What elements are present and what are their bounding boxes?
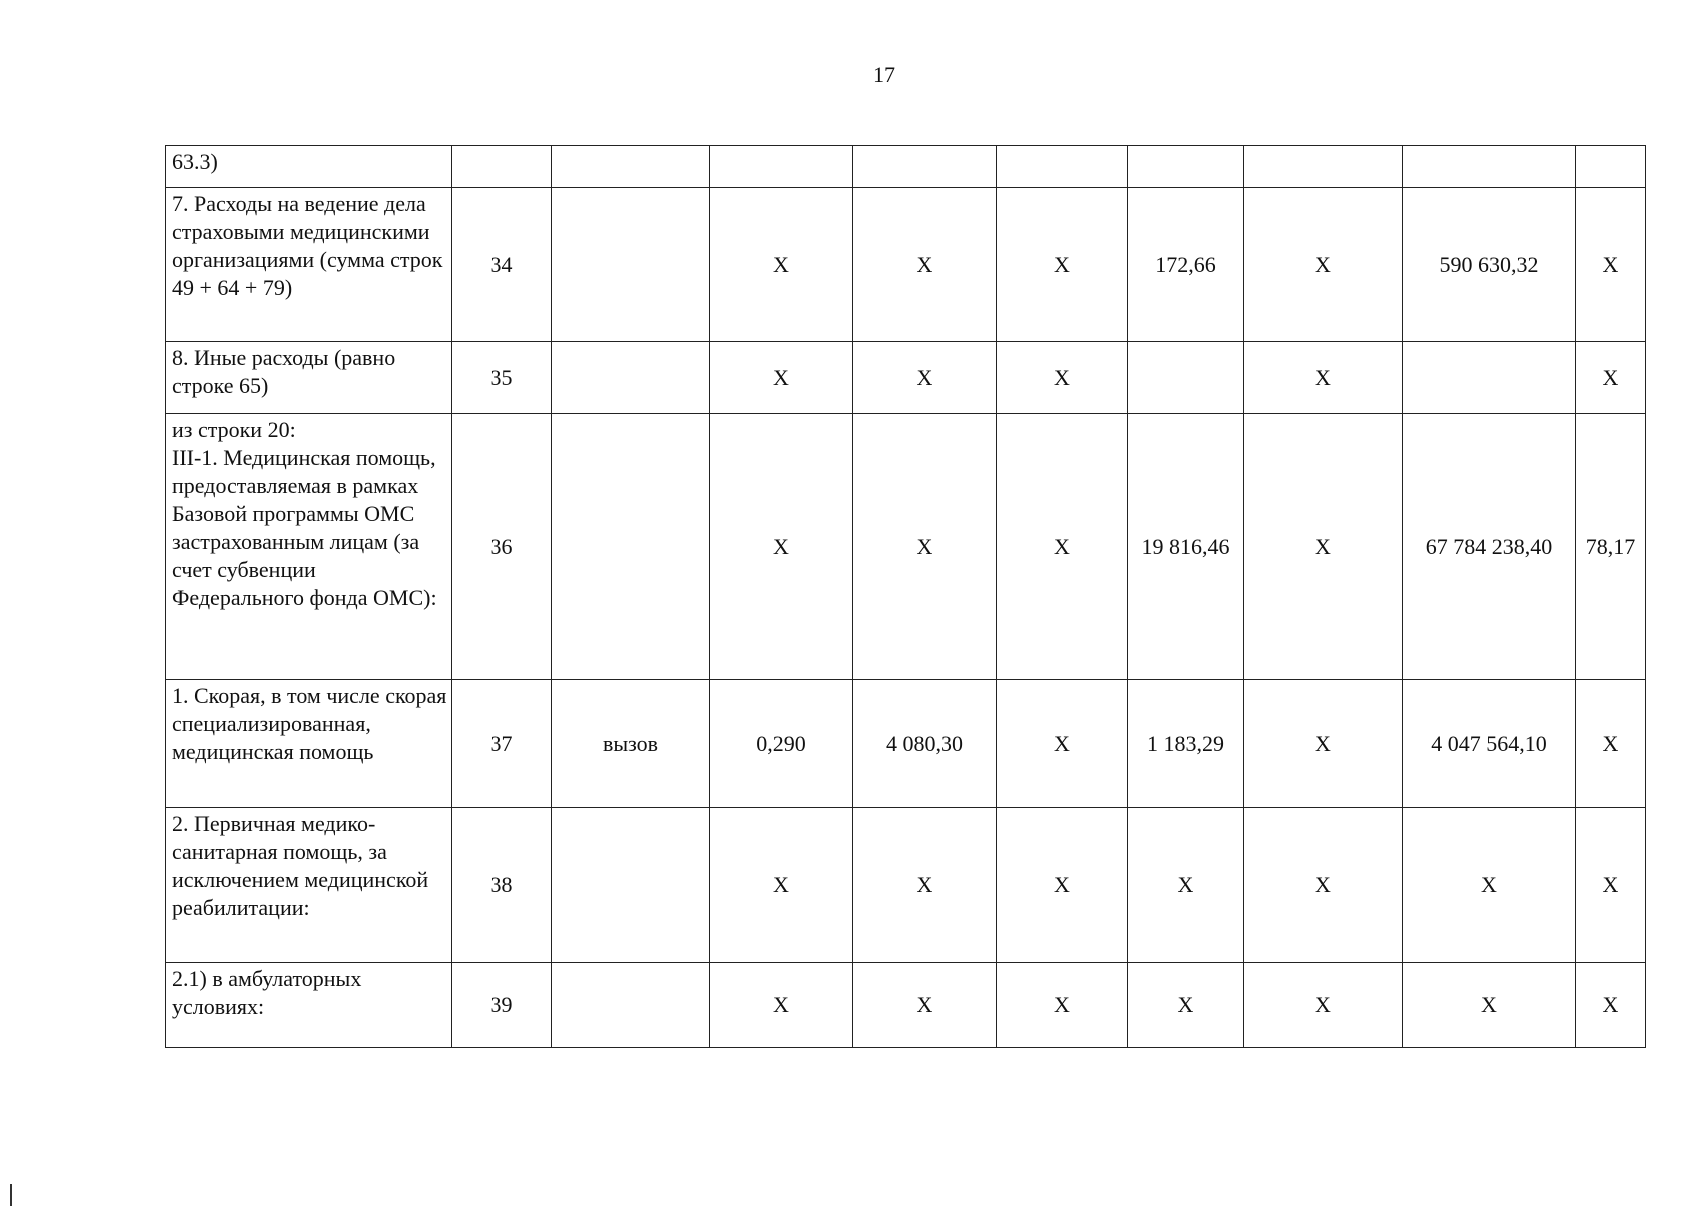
cell-col-4: X	[853, 188, 997, 342]
cell-col-8: 590 630,32	[1403, 188, 1576, 342]
cell-row-number: 36	[452, 414, 552, 680]
cell-col-4: X	[853, 414, 997, 680]
cell-row-number: 38	[452, 808, 552, 963]
cell-col-7: X	[1244, 808, 1403, 963]
row-name-cell: 1. Скорая, в том числе скорая специализированная, медицинская помощь	[166, 680, 452, 808]
cell-row-number: 39	[452, 963, 552, 1048]
cell-col-3: X	[710, 808, 853, 963]
cell-col-5: X	[997, 188, 1128, 342]
cell-row-number: 37	[452, 680, 552, 808]
cell-col-3	[710, 146, 853, 188]
cell-col-7: X	[1244, 963, 1403, 1048]
cell-unit	[552, 414, 710, 680]
cell-col-6	[1128, 146, 1244, 188]
cell-col-8	[1403, 146, 1576, 188]
cell-col-4	[853, 146, 997, 188]
cell-unit	[552, 342, 710, 414]
cell-col-4: X	[853, 963, 997, 1048]
table-row	[166, 414, 1646, 680]
cell-col-3: X	[710, 963, 853, 1048]
data-table	[165, 145, 1646, 1048]
cell-col-5: X	[997, 963, 1128, 1048]
cell-unit	[552, 808, 710, 963]
cell-col-9	[1576, 146, 1646, 188]
cell-col-9: X	[1576, 808, 1646, 963]
cell-col-9: X	[1576, 680, 1646, 808]
cell-unit	[552, 188, 710, 342]
row-name-cell: из строки 20: III-1. Медицинская помощь, предоставляемая в рамках Базовой программы ОМС застрахованным лицам (за счет субвенции Федерального фонда ОМС):	[166, 414, 452, 680]
cell-col-6	[1128, 342, 1244, 414]
cell-col-4: X	[853, 342, 997, 414]
table-row	[166, 188, 1646, 342]
cell-row-number: 34	[452, 188, 552, 342]
cell-unit: вызов	[552, 680, 710, 808]
table-row	[166, 146, 1646, 188]
margin-mark	[10, 1184, 12, 1206]
cell-col-8: 67 784 238,40	[1403, 414, 1576, 680]
cell-col-7	[1244, 146, 1403, 188]
row-name-cell: 7. Расходы на ведение дела страховыми медицинскими организациями (сумма строк 49 + 64 + 79)	[166, 188, 452, 342]
row-name-cell: 2.1) в амбулаторных условиях:	[166, 963, 452, 1048]
page-number: 17	[873, 62, 895, 87]
cell-col-5: X	[997, 808, 1128, 963]
cell-col-8: 4 047 564,10	[1403, 680, 1576, 808]
cell-col-5: X	[997, 680, 1128, 808]
cell-row-number	[452, 146, 552, 188]
cell-col-8: X	[1403, 963, 1576, 1048]
cell-unit	[552, 963, 710, 1048]
cell-col-6: X	[1128, 963, 1244, 1048]
cell-col-3: X	[710, 414, 853, 680]
cell-col-3: X	[710, 188, 853, 342]
cell-col-6: 19 816,46	[1128, 414, 1244, 680]
cell-col-9: X	[1576, 963, 1646, 1048]
cell-col-3: 0,290	[710, 680, 853, 808]
cell-col-4: X	[853, 808, 997, 963]
cell-col-6: 1 183,29	[1128, 680, 1244, 808]
cell-col-5	[997, 146, 1128, 188]
row-name-cell: 63.3)	[166, 146, 452, 188]
cell-col-6: 172,66	[1128, 188, 1244, 342]
cell-col-5: X	[997, 414, 1128, 680]
cell-col-4: 4 080,30	[853, 680, 997, 808]
table-row	[166, 342, 1646, 414]
cell-col-7: X	[1244, 680, 1403, 808]
row-name-cell: 2. Первичная медико-санитарная помощь, за исключением медицинской реабилитации:	[166, 808, 452, 963]
cell-col-9: X	[1576, 188, 1646, 342]
table-row	[166, 680, 1646, 808]
cell-col-7: X	[1244, 342, 1403, 414]
cell-col-9: 78,17	[1576, 414, 1646, 680]
table-row	[166, 808, 1646, 963]
cell-unit	[552, 146, 710, 188]
row-name-cell: 8. Иные расходы (равно строке 65)	[166, 342, 452, 414]
cell-col-3: X	[710, 342, 853, 414]
cell-col-9: X	[1576, 342, 1646, 414]
table-row	[166, 963, 1646, 1048]
cell-col-7: X	[1244, 414, 1403, 680]
cell-col-7: X	[1244, 188, 1403, 342]
cell-row-number: 35	[452, 342, 552, 414]
cell-col-6: X	[1128, 808, 1244, 963]
cell-col-8	[1403, 342, 1576, 414]
cell-col-5: X	[997, 342, 1128, 414]
cell-col-8: X	[1403, 808, 1576, 963]
